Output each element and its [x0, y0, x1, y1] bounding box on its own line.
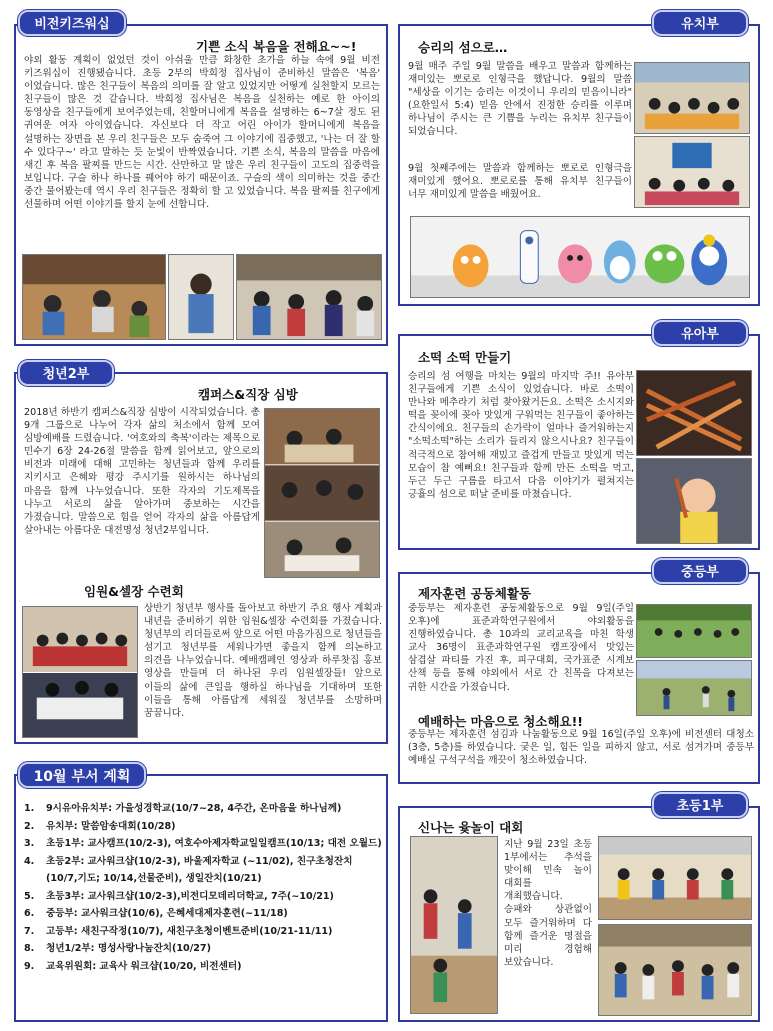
toddler-title: 소떡 소떡 만들기 — [418, 350, 512, 365]
middle-school-tag: 중등부 — [652, 558, 748, 584]
elementary1-body: 지난 9월 23일 초등 1부에서는 추석을 맞이해 민속 놀이 대회를 개최했습니다. 승패와 상관없이 모두 즐거워하며 다 함께 즐거운 명절을 미리 경험해 보았습니다. — [504, 839, 592, 968]
middle-title-community: 제자훈련 공동체활동 — [418, 586, 532, 601]
elementary1-title: 신나는 윷놀이 대회 — [418, 820, 524, 835]
plan-item: 7. 고등부: 새친구작정(10/7), 새친구초청이벤트준비(10/21-11/11) — [24, 925, 333, 937]
plan-item: 3. 초등1부: 교사캠프(10/2-3), 여호수아제자학교일일캠프(10/13; 대전 오월드) — [24, 838, 382, 849]
elementary1-tag: 초등1부 — [652, 792, 748, 818]
toddler-photo-2 — [636, 458, 752, 544]
vision-kids-photo-2 — [168, 254, 234, 340]
kindergarten-body-2: 9월 첫째주에는 말씀과 함께하는 뽀로로 인형극을 재미있게 했어요. 뽀로로를 통해 유치부 친구들이 너무 재미있게 말씀을 배웠어요. — [408, 163, 632, 201]
youth2-campus-photo — [264, 408, 380, 578]
youth2-body-leaders: 상반기 청년부 행사를 돌아보고 하반기 주요 행사 계획과 내년을 준비하기 위한 임원&셀장 수련회를 가졌습니다. 청년부의 리더들로써 앞으로 어떤 마음가짐으로 청년들을 섬기고 청년부를 세워나가면 좋을지 함께 의논하고 의견을 나누었습니다. 예배캠페인 영상과 하루찻집 홍보 영상을 만들며 더 하나된 우리 임원셀장들! 앞으로 이들의 삶에 큰일을 행하실 하나님을 기대하며 또한 이들을 통해 아름답게 세워질 청년부를 소망하며 꿈꿉니다. — [144, 603, 382, 719]
youth2-body-campus: 2018년 하반기 캠퍼스&직장 심방이 시작되었습니다. 총 9개 그룹으로 나누어 각자 삶의 처소에서 함께 모여 심방예배를 드렸습니다. '여호와의 축복'이라는 제목으로 민수기 6장 24-26절 말씀을 함께 읽어보고, 앞으로의 비전과 미래에 대해 고민하는 청년들과 함께 우리를 지키시고 은혜와 평강 주시기를 원하시는 하나님의 마음을 함께 나누었습니다. 또한 각자의 기도제목을 나누고 서로의 삶을 알아가며 중보하는 시간을 가졌습니다. 말씀으로 힘을 얻어 각자의 삶을 아름답게 살아내는 아름다운 대전명성 청년2부입니다. — [24, 407, 260, 536]
plan-item: 8. 청년1/2부: 명성사랑나눔잔치(10/27) — [24, 943, 211, 954]
middle-title-cleaning: 예배하는 마음으로 청소해요!! — [418, 714, 584, 729]
october-plan-list — [24, 800, 382, 975]
kindergarten-puppets-photo — [410, 216, 750, 298]
elementary1-photo-3 — [598, 924, 752, 1016]
plan-item: 9. 교육위원회: 교육사 워크샵(10/20, 비전센터) — [24, 960, 242, 972]
plan-item: 6. 중등부: 교사워크샵(10/6), 은혜세대제자훈련(~11/18) — [24, 908, 288, 919]
toddler-section — [398, 334, 760, 550]
kindergarten-photo-2 — [634, 136, 750, 208]
plan-item: 4. 초등2부: 교사워크샵(10/2-3), 바울제자학교 (~11/02), 친구초청잔치(10/7,기도; 10/14,선물준비), 생일잔치(10/21) — [24, 855, 353, 884]
middle-photo-1 — [636, 604, 752, 658]
toddler-body: 승리의 섬 여행을 마치는 9월의 마지막 주!! 유아부 친구들에게 기쁜 소식이 있었습니다. 바로 소떡이 만나와 메추라기 처럼 찾아왔거든요. 소떡은 소시지와 떡을 꽂이에 꽂아 맛있게 구워먹는 친구들이 좋아하는 간식이에요. 친구들의 손가락이 얼마나 즐거워하는지 "소떡소떡"하는 소리가 들리지 않으시나요? 친구들이 적극적으로 참여해 재밌고 즐겁게 만들고 맛있게 먹는 모습이 참 예뻐요! 친구들과 함께 만든 소떡을 먹고, 두근 두근 구름을 타고서 다음 이야기가 펼쳐지는 긍휼의 섬으로 떠날 준비를 마쳤습니다. — [408, 371, 634, 500]
toddler-tag: 유아부 — [652, 320, 748, 346]
middle-school-section — [398, 572, 760, 784]
plan-item: 1. 9시유아유치부: 가을성경학교(10/7~28, 4주간, 온마음을 하나님께) — [24, 803, 342, 814]
youth2-title-leaders: 임원&셀장 수련회 — [84, 584, 184, 599]
youth2-tag: 청년2부 — [18, 360, 114, 386]
plan-item: 2. 유치부: 말씀암송대회(10/28) — [24, 820, 176, 832]
kindergarten-section — [398, 24, 760, 306]
elementary1-photo-1 — [410, 836, 498, 1014]
middle-body-community: 중등부는 제자훈련 공동체활동으로 9월 9일(주일 오후)에 표준과학연구원에서 야외활동을 진행하였습니다. 총 10과의 교리교육을 마친 학생 교사 36명이 표준과학연구원 캠프장에서 맛있는 삼겹살 파티를 가진 후, 피구대회, 국가표준 시계보 산책 등을 통해 야외에서 서로 간 친목을 다져보는 귀한 시간을 가졌습니다. — [408, 603, 634, 693]
plan-item: 5. 초등3부: 교사워크샵(10/2-3),비전디모데리더학교, 7주(~10/21) — [24, 890, 334, 902]
youth2-section — [14, 372, 388, 744]
vision-kids-photo-1 — [22, 254, 166, 340]
vision-kids-photo-3 — [236, 254, 382, 340]
middle-body-cleaning: 중등부는 제자훈련 섬김과 나눔활동으로 9월 16일(주일 오후)에 비전센터 대청소(3층, 5층)를 하였습니다. 궂은 일, 힘든 일을 피하지 않고, 서로 섬겨가며 중등부 예배실 구석구석을 깨끗이 청소하였습니다. — [408, 729, 754, 767]
october-plan-tag: 10월 부서 계획 — [18, 762, 146, 788]
vision-kids-body: 야외 활동 계획이 없었던 것이 아쉬울 만큼 화창한 초가을 하늘 속에 9월 비전 키즈워십이 진행됐습니다. 초등 2부의 박희정 집사님이 준비하신 말씀은 '복음' 이었습니다. 많은 친구들이 복음의 의미를 잘 알고 있었지만 어떻게 실천할지 모르는 친구들이 많은 것 같습니다. 박희정 집사님은 복음을 실천하는 예로 한 아이의 동영상을 친구들에게 보여주었는데, 친할머니에게 복음을 설명하는 6~7살 정도 된 귀여운 여자 아이였습니다. 자신보다 더 작고 어린 아이가 할머니에게 복음을 설명하는 장면을 본 우리 친구들은 모두 숨죽여 그 이야기에 집중했고, '나는 더 잘 할 수 있다구~' 라고 말하는 듯 눈빛이 반짝였습니다. 기쁜 소식, 복음의 말씀을 마음에 새긴 후 복음 팔찌를 만드는 시간. 산만하고 말 많은 우리 친구들이 고도의 집중력을 보입니다. 구슬 하나 하나를 꿰어야 하기 때문이죠. 구슬의 색이 의미하는 것을 중간 중간 물어봤는데 역시 우리 친구들은 정확히 할 고 있었습니다. 복음 팔찌를 친구에게 선물하며 어떤 이야기를 할지 눈에 선합니다. — [24, 55, 380, 211]
kindergarten-tag: 유치부 — [652, 10, 748, 36]
elementary1-section — [398, 806, 760, 1022]
youth2-leaders-photo — [22, 606, 138, 738]
toddler-photo-1 — [636, 370, 752, 456]
vision-kids-title: 기쁜 소식 복음을 전해요~~! — [196, 39, 357, 54]
vision-kids-section — [14, 24, 388, 346]
middle-photo-2 — [636, 660, 752, 716]
elementary1-photo-2 — [598, 836, 752, 920]
kindergarten-photo-1 — [634, 62, 750, 134]
october-plan-section — [14, 774, 388, 1022]
kindergarten-body-1: 9월 매주 주일 9월 말씀을 배우고 말씀과 함께하는 재미있는 뽀로로 인형극을 했답니다. 9월의 말씀 "세상을 이기는 승리는 이것이니 우리의 믿음이니라" (요한일서 5:4) 믿음 안에서 진정한 승리를 이루며 하나님이 주시는 큰 기쁨을 누리는 유치부 친구들이 되었습니다. — [408, 61, 632, 138]
youth2-title-campus: 캠퍼스&직장 심방 — [198, 387, 298, 402]
kindergarten-title: 승리의 섬으로… — [418, 40, 508, 55]
vision-kids-tag: 비전키즈워십 — [18, 10, 126, 36]
